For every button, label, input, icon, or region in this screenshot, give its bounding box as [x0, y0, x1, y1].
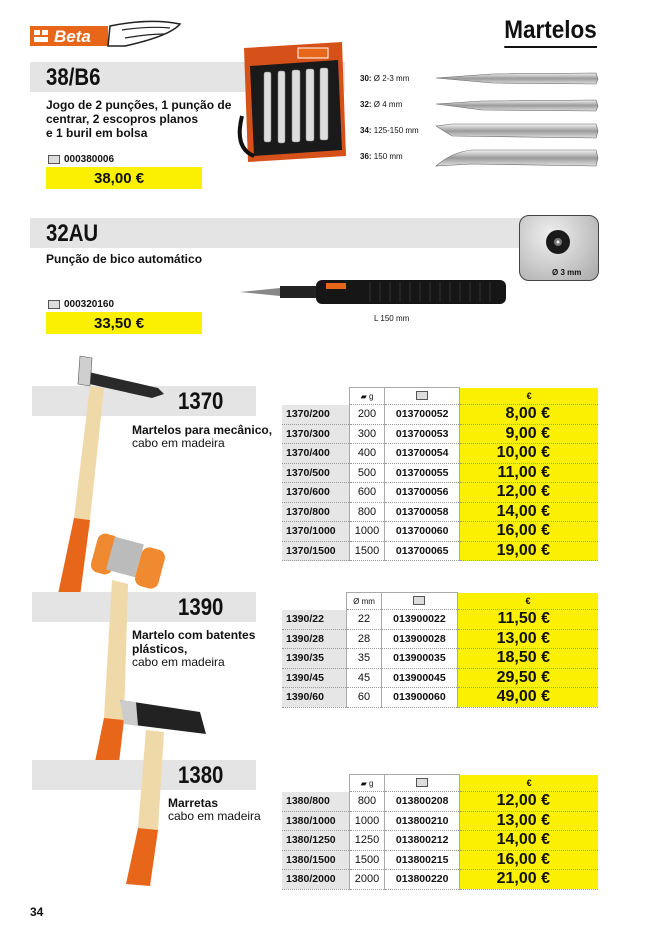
item-reference: 013700055	[385, 463, 460, 483]
item-price: 16,00 €	[460, 850, 598, 870]
product-code-38b6: 38/B6	[46, 64, 101, 91]
logo-text: Beta	[54, 27, 91, 46]
item-reference: 013800208	[385, 792, 460, 812]
item-reference: 013900022	[381, 610, 457, 630]
product-code-1380: 1380	[178, 762, 224, 789]
table-1390	[282, 592, 598, 708]
weight-icon: ▰	[360, 391, 367, 401]
item-size: 22	[347, 610, 382, 630]
item-price: 14,00 €	[460, 502, 598, 522]
item-size: 1500	[349, 850, 384, 870]
item-code: 1370/800	[282, 502, 349, 522]
reference-icon	[48, 300, 60, 309]
item-size: 1500	[349, 541, 384, 561]
punch-tip-diameter: Ø 3 mm	[552, 268, 582, 277]
table-row	[282, 831, 598, 851]
punch-tip-detail	[519, 215, 599, 281]
table-header: ▰ g €	[282, 388, 598, 405]
table-row	[282, 541, 598, 561]
table-row	[282, 444, 598, 464]
punch-tools-image	[432, 66, 602, 176]
product-description-32au: Punção de bico automático	[46, 252, 203, 266]
item-price: 12,00 €	[460, 792, 598, 812]
reference-icon	[48, 155, 60, 164]
item-price: 16,00 €	[460, 522, 598, 542]
item-code: 1380/1000	[282, 811, 349, 831]
table-row	[282, 483, 598, 503]
table-row	[282, 850, 598, 870]
item-code: 1390/35	[282, 649, 347, 669]
table-row	[282, 424, 598, 444]
item-size: 1000	[349, 522, 384, 542]
item-size: 1250	[349, 831, 384, 851]
item-reference: 013900028	[381, 629, 457, 649]
reference-icon	[413, 596, 425, 605]
item-code: 1370/400	[282, 444, 349, 464]
item-code: 1370/500	[282, 463, 349, 483]
item-price: 12,00 €	[460, 483, 598, 503]
item-size: 45	[347, 668, 382, 688]
page-number: 34	[30, 905, 44, 919]
item-size: 1000	[349, 811, 384, 831]
item-reference: 013700065	[385, 541, 460, 561]
item-price: 13,00 €	[458, 629, 598, 649]
table-row	[282, 688, 598, 708]
item-price: 11,50 €	[458, 610, 598, 630]
table-1380	[282, 774, 598, 890]
item-price: 29,50 €	[458, 668, 598, 688]
table-row	[282, 811, 598, 831]
item-size: 60	[347, 688, 382, 708]
table-row	[282, 668, 598, 688]
item-size: 800	[349, 792, 384, 812]
item-price: 21,00 €	[460, 870, 598, 890]
product-price-32au: 33,50 €	[46, 312, 202, 334]
item-reference: 013700060	[385, 522, 460, 542]
item-size: 800	[349, 502, 384, 522]
item-price: 13,00 €	[460, 811, 598, 831]
item-price: 49,00 €	[458, 688, 598, 708]
product-price-38b6: 38,00 €	[46, 167, 202, 189]
item-price: 9,00 €	[460, 424, 598, 444]
item-code: 1370/300	[282, 424, 349, 444]
product-code-1370: 1370	[178, 388, 224, 415]
item-price: 18,50 €	[458, 649, 598, 669]
table-1370	[282, 387, 598, 561]
table-row	[282, 870, 598, 890]
product-ref-38b6: 000380006	[48, 154, 114, 165]
item-code: 1390/60	[282, 688, 347, 708]
table-row	[282, 610, 598, 630]
punch-length: L 150 mm	[374, 314, 410, 323]
item-reference: 013900045	[381, 668, 457, 688]
product-code-32au: 32AU	[46, 220, 99, 247]
item-size: 300	[349, 424, 384, 444]
item-size: 28	[347, 629, 382, 649]
item-reference: 013700056	[385, 483, 460, 503]
product-description-1380: Marretas cabo em madeira	[168, 796, 261, 823]
item-reference: 013800215	[385, 850, 460, 870]
reference-icon	[416, 778, 428, 787]
item-price: 10,00 €	[460, 444, 598, 464]
automatic-punch-image	[240, 274, 510, 310]
item-size: 400	[349, 444, 384, 464]
product-ref-32au: 000320160	[48, 299, 114, 310]
item-reference: 013800220	[385, 870, 460, 890]
item-code: 1370/1500	[282, 541, 349, 561]
product-description-38b6: Jogo de 2 punções, 1 punção de centrar, 2 escopros planos e 1 buril em bolsa	[46, 98, 232, 140]
table-row	[282, 522, 598, 542]
punch-set-pouch-image	[234, 38, 349, 163]
item-code: 1380/1500	[282, 850, 349, 870]
item-reference: 013800212	[385, 831, 460, 851]
table-header: ▰ g €	[282, 775, 598, 792]
item-code: 1380/800	[282, 792, 349, 812]
item-price: 8,00 €	[460, 405, 598, 425]
item-code: 1380/1250	[282, 831, 349, 851]
table-row	[282, 792, 598, 812]
product-code-1390: 1390	[178, 594, 224, 621]
item-price: 11,00 €	[460, 463, 598, 483]
item-reference: 013900060	[381, 688, 457, 708]
item-size: 2000	[349, 870, 384, 890]
item-price: 14,00 €	[460, 831, 598, 851]
product-description-1390: Martelo com batentes plásticos, cabo em madeira	[132, 628, 256, 669]
product-band-32au	[30, 218, 530, 248]
item-reference: 013700058	[385, 502, 460, 522]
product-description-1370: Martelos para mecânico, cabo em madeira	[132, 423, 273, 450]
reference-icon	[416, 391, 428, 400]
item-price: 19,00 €	[460, 541, 598, 561]
table-row	[282, 463, 598, 483]
item-code: 1370/200	[282, 405, 349, 425]
item-size: 200	[349, 405, 384, 425]
weight-icon: ▰	[360, 778, 367, 788]
item-size: 600	[349, 483, 384, 503]
table-row	[282, 649, 598, 669]
item-code: 1380/2000	[282, 870, 349, 890]
table-row	[282, 405, 598, 425]
item-size: 35	[347, 649, 382, 669]
sledge-hammer-image	[100, 690, 210, 890]
table-row	[282, 502, 598, 522]
item-reference: 013900035	[381, 649, 457, 669]
table-row	[282, 629, 598, 649]
page-title: Martelos	[504, 16, 597, 48]
item-reference: 013700054	[385, 444, 460, 464]
item-reference: 013700052	[385, 405, 460, 425]
table-header: Ø mm €	[282, 593, 598, 610]
item-code: 1390/45	[282, 668, 347, 688]
item-code: 1370/600	[282, 483, 349, 503]
beta-logo	[30, 18, 185, 50]
item-reference: 013800210	[385, 811, 460, 831]
item-code: 1370/1000	[282, 522, 349, 542]
item-size: 500	[349, 463, 384, 483]
item-code: 1390/22	[282, 610, 347, 630]
item-code: 1390/28	[282, 629, 347, 649]
item-reference: 013700053	[385, 424, 460, 444]
